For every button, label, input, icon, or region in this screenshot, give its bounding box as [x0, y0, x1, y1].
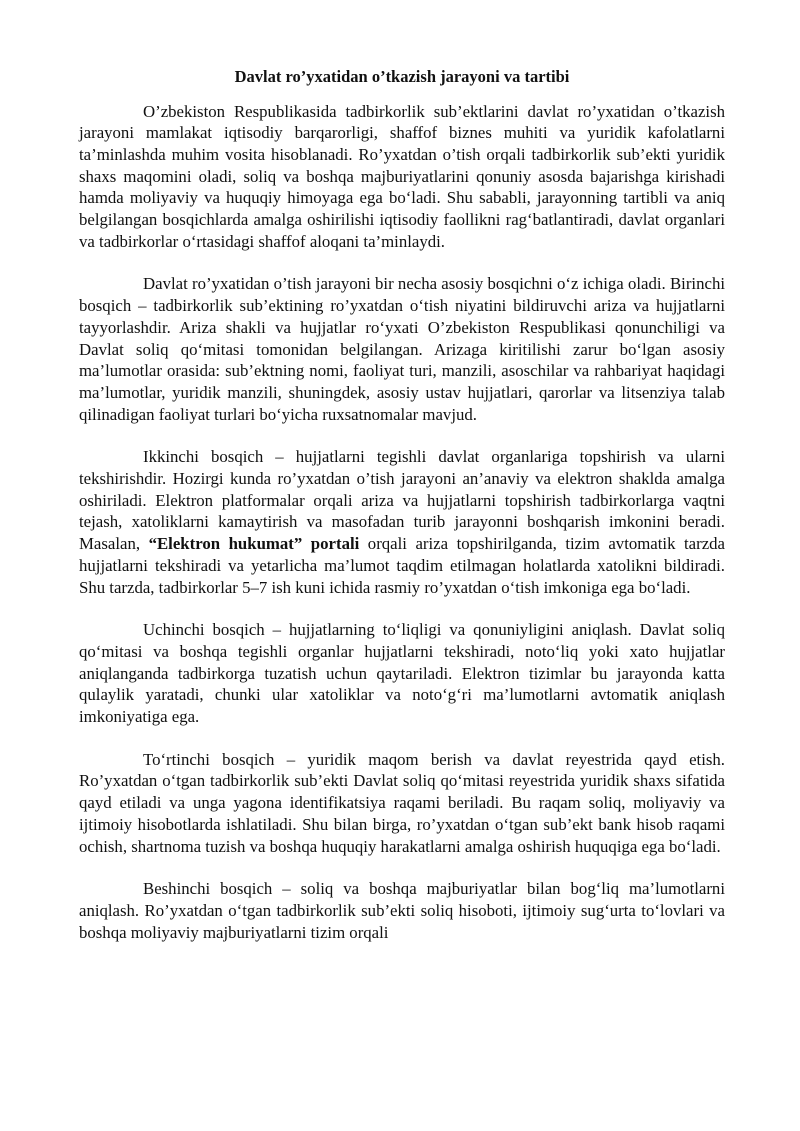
paragraph-stage-2 [79, 446, 725, 598]
paragraph-stage-5: Beshinchi bosqich – soliq va boshqa majburiyatlar bilan bog‘liq ma’lumotlarni aniqlash. Ro’yxatdan o‘tgan tadbirkorlik sub’ekti soliq hisoboti, ijtimoiy sug‘urta to‘lovlari va boshqa moliyaviy majburiyatlarni tizim orqali [79, 879, 725, 942]
e-government-portal-name: “Elektron hukumat” portali [148, 534, 360, 554]
paragraph-intro: O’zbekiston Respublikasida tadbirkorlik sub’ektlarini davlat ro’yxatidan o’tkazish jarayoni mamlakat iqtisodiy barqarorligi, shaffof biznes muhiti va yuridik kafolatlarni ta’minlashda muhim vosita hisoblanadi. Ro’yxatdan o’tish orqali tadbirkorlik sub’ekti yuridik shaxs maqomini oladi, soliq va boshqa majburiyatlarini qonuniy asosda bajarishga kirishadi hamda moliyaviy va huquqiy himoyaga ega bo‘ladi. Shu sababli, jarayonning tartibli va aniq belgilangan bosqichlarda amalga oshirilishi iqtisodiy faollikni rag‘batlantiradi, davlat organlari va tadbirkorlar o‘rtasidagi shaffof aloqani ta’minlaydi. [79, 101, 725, 251]
paragraph-stage-4: To‘rtinchi bosqich – yuridik maqom berish va davlat reyestrida qayd etish. Ro’yxatdan o‘tgan tadbirkorlik sub’ekti Davlat soliq qo‘mitasi reyestrida yuridik shaxs sifatida qayd etiladi va unga yagona identifikatsiya raqami beriladi. Bu raqam soliq, moliyaviy va ijtimoiy hisobotlarda ishlatiladi. Shu bilan birga, ro’yxatdan o‘tgan sub’ekt bank hisob raqami ochish, shartnoma tuzish va boshqa huquqiy harakatlarni amalga oshirish huquqiga ega bo‘ladi. [79, 749, 725, 856]
paragraph-stage-2-text-before: Ikkinchi bosqich – hujjatlarni tegishli davlat organlariga topshirish va ularni tekshirishdir. Hozirgi kunda ro’yxatdan o’tish jarayoni an’anaviy va elektron shaklda amalga oshiriladi. Elektron platformalar orqali ariza va hujjatlarni topshirish tadbirkorlarga vaqtni tejash, xatoliklarni kamaytirish va masofadan turib jarayonni boshqarish imkonini beradi. Masalan, [79, 447, 725, 554]
document-title: Davlat ro’yxatidan o’tkazish jarayoni va tartibi [234, 67, 570, 86]
document-body [79, 66, 725, 943]
paragraph-stage-3: Uchinchi bosqich – hujjatlarning to‘liqligi va qonuniyligini aniqlash. Davlat soliq qo‘mitasi va boshqa tegishli organlar hujjatlarni tekshiradi, noto‘liq yoki xato hujjatlar aniqlanganda tadbirkorga tuzatish uchun qaytariladi. Elektron tizimlar bu jarayonda katta qulaylik yaratadi, chunki ular xatoliklar va noto‘g‘ri ma’lumotlarni avtomatik aniqlash imkoniyatiga ega. [79, 620, 725, 727]
paragraph-stage-2-text-after: orqali ariza topshirilganda, tizim avtomatik tarzda hujjatlarni tekshiradi va yetarlicha ma’lumot taqdim etilmagan holatlarda xatolikni bildiradi. Shu tarzda, tadbirkorlar 5–7 ish kuni ichida rasmiy ro’yxatdan o‘tish imkoniga ega bo‘ladi. [79, 534, 725, 597]
paragraph-stage-1: Davlat ro’yxatidan o’tish jarayoni bir necha asosiy bosqichni o‘z ichiga oladi. Birinchi bosqich – tadbirkorlik sub’ektining ro’yxatdan o‘tish niyatini bildiruvchi ariza va hujjatlarni tayyorlashdir. Ariza shakli va hujjatlar ro‘yxati O’zbekiston Respublikasi qonunchiligi va Davlat soliq qo‘mitasi tomonidan belgilangan. Arizaga kiritilishi zarur bo‘lgan asosiy ma’lumotlar orasida: sub’ektning nomi, faoliyat turi, manzili, asoschilar va rahbariyat haqidagi ma’lumotlar, yuridik manzili, shuningdek, asosiy ustav hujjatlari, qarorlar va litsenziya talab qilinadigan faoliyat turlari bo‘yicha ruxsatnomalar mavjud. [79, 274, 725, 424]
